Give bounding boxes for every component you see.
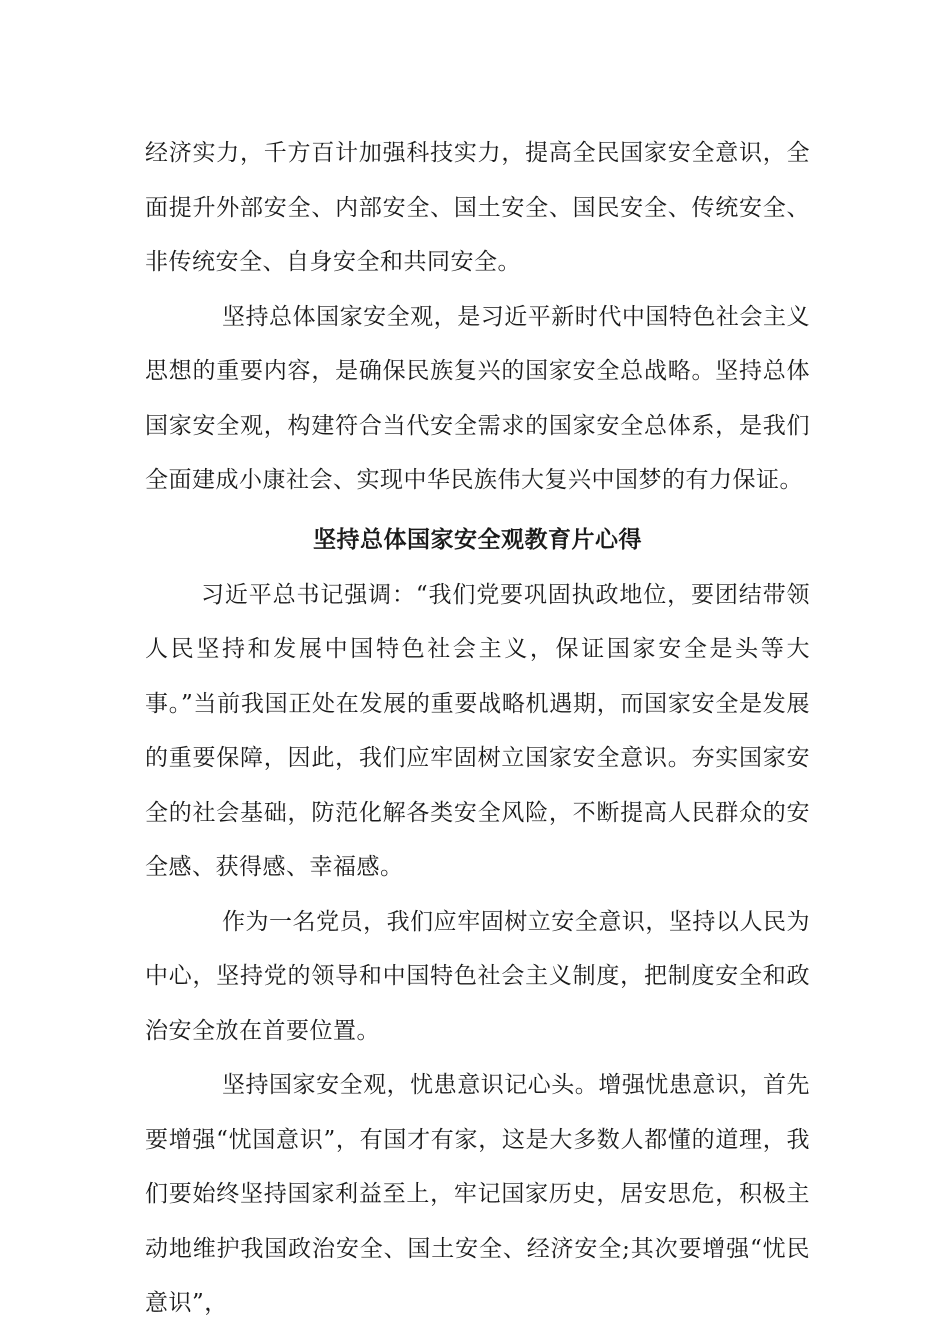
document-body (145, 126, 810, 1331)
paragraph-crisis-awareness: 坚持国家安全观，忧患意识记心头。增强忧患意识，首先要增强“忧国意识”，有国才有家，这是大多数人都懂的道理，我们要始终坚持国家利益至上，牢记国家历史，居安思危，积极主动地维护我国政治安全、国土安全、经济安全;其次要增强“忧民意识”， (145, 1072, 810, 1316)
paragraph-party-member: 作为一名党员，我们应牢固树立安全意识，坚持以人民为中心，坚持党的领导和中国特色社会主义制度，把制度安全和政治安全放在首要位置。 (145, 908, 810, 1044)
paragraph-continuation: 经济实力，千方百计加强科技实力，提高全民国家安全意识，全面提升外部安全、内部安全、国土安全、国民安全、传统安全、非传统安全、自身安全和共同安全。 (145, 140, 810, 275)
paragraph-xi-quote: 习近平总书记强调：“我们党要巩固执政地位，要团结带领人民坚持和发展中国特色社会主义，保证国家安全是头等大事。”当前我国正处在发展的重要战略机遇期，而国家安全是发展的重要保障，因此，我们应牢固树立国家安全意识。夯实国家安全的社会基础，防范化解各类安全风险，不断提高人民群众的安全感、获得感、幸福感。 (145, 581, 810, 880)
paragraph-overall-security-view: 坚持总体国家安全观，是习近平新时代中国特色社会主义思想的重要内容，是确保民族复兴的国家安全总战略。坚持总体国家安全观，构建符合当代安全需求的国家安全总体系，是我们全面建成小康社会、实现中华民族伟大复兴中国梦的有力保证。 (145, 303, 810, 493)
section-heading: 坚持总体国家安全观教育片心得 (313, 526, 642, 553)
